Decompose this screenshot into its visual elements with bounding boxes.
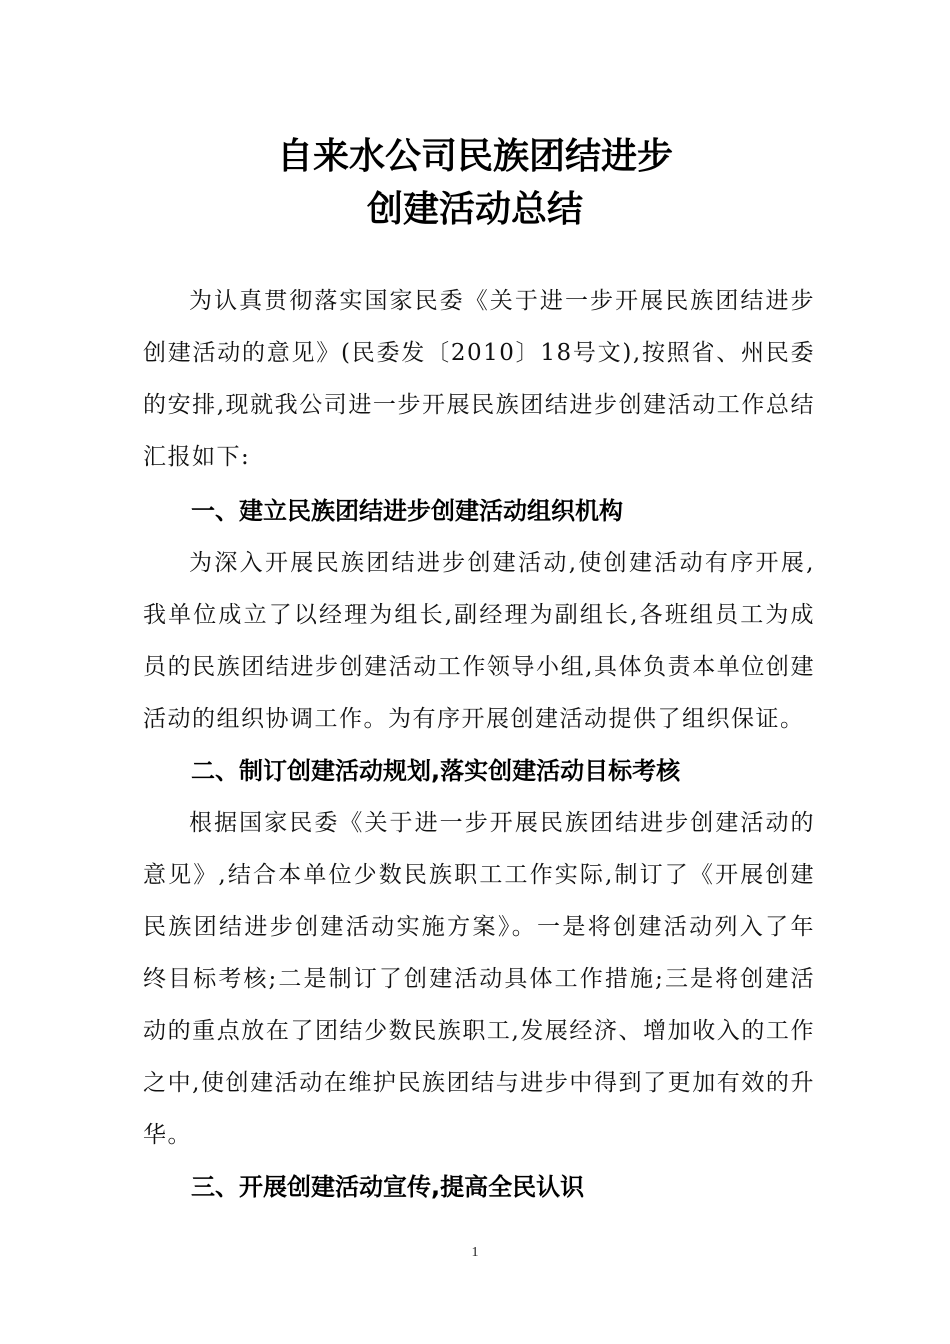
section-2-heading: 二、制订创建活动规划,落实创建活动目标考核 [191, 757, 681, 785]
page-number: 1 [471, 1245, 479, 1260]
intro-paragraph: 为认真贯彻落实国家民委《关于进一步开展民族团结进步创建活动的意见》(民委发〔2010〕18号文),按照省、州民委的安排,现就我公司进一步开展民族团结进步创建活动工作总结汇报如下: [143, 288, 815, 470]
document-body [143, 275, 815, 1213]
section-1-heading: 一、建立民族团结进步创建活动组织机构 [191, 497, 623, 525]
document-title-line1: 自来水公司民族团结进步 [276, 136, 673, 177]
section-3-heading: 三、开展创建活动宣传,提高全民认识 [191, 1173, 585, 1201]
section-2-paragraph: 根据国家民委《关于进一步开展民族团结进步创建活动的意见》,结合本单位少数民族职工工作实际,制订了《开展创建民族团结进步创建活动实施方案》。一是将创建活动列入了年终目标考核;二是制订了创建活动具体工作措施;三是将创建活动的重点放在了团结少数民族职工,发展经济、增加收入的工作之中,使创建活动在维护民族团结与进步中得到了更加有效的升华。 [143, 810, 815, 1148]
section-1-paragraph: 为深入开展民族团结进步创建活动,使创建活动有序开展,我单位成立了以经理为组长,副经理为副组长,各班组员工为成员的民族团结进步创建活动工作领导小组,具体负责本单位创建活动的组织协调工作。为有序开展创建活动提供了组织保证。 [143, 550, 815, 732]
document-title-line2: 创建活动总结 [366, 189, 583, 230]
